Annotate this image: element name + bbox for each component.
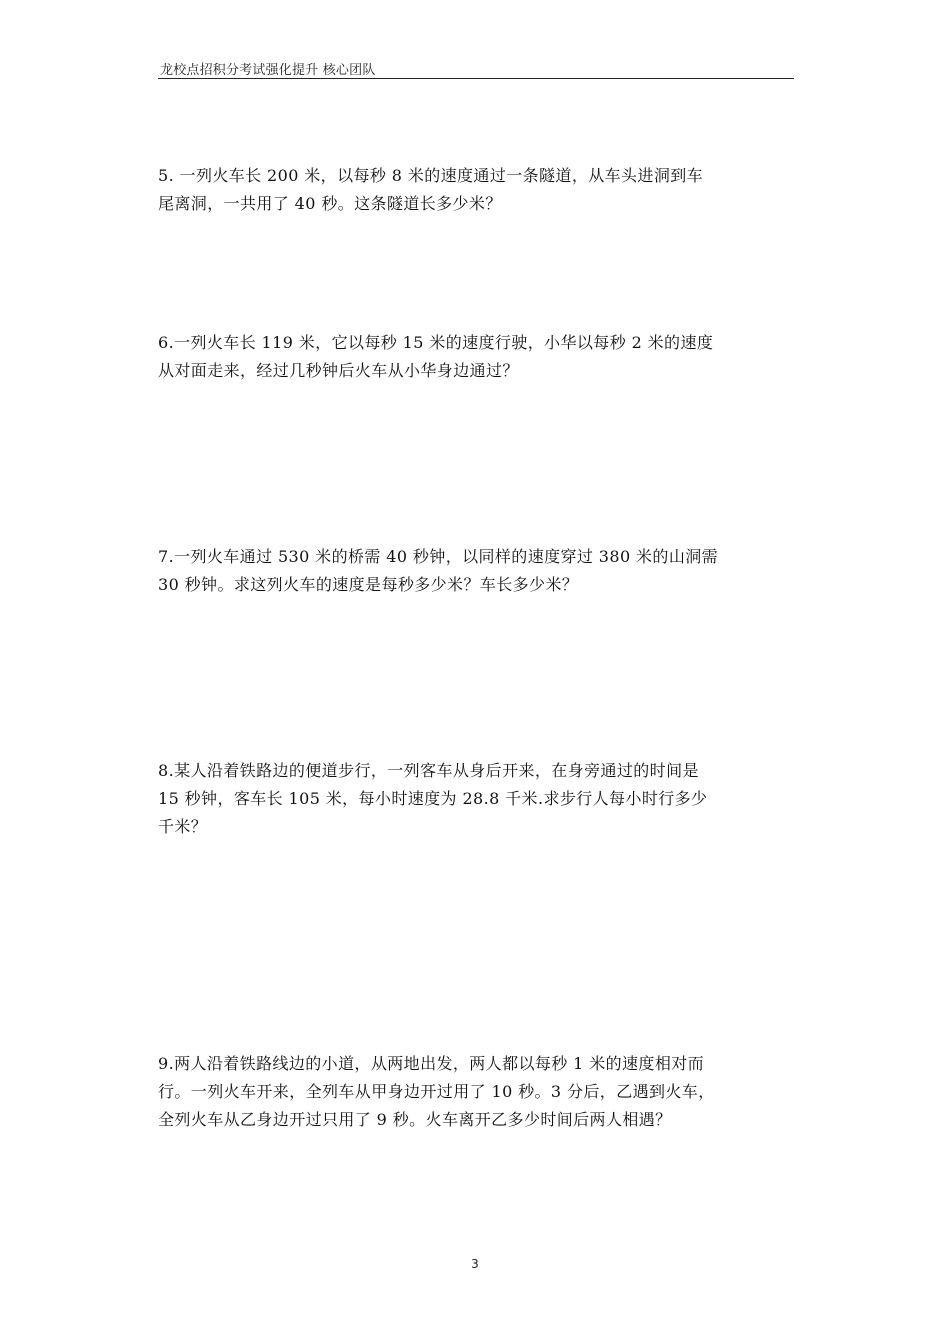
problem-line: 7.一列火车通过 530 米的桥需 40 秒钟，以同样的速度穿过 380 米的山洞需 xyxy=(158,547,719,566)
problem-line: 15 秒钟，客车长 105 米，每小时速度为 28.8 千米.求步行人每小时行多少 xyxy=(158,789,708,808)
problem-6 xyxy=(158,329,798,385)
problem-line: 30 秒钟。求这列火车的速度是每秒多少米？车长多少米？ xyxy=(158,575,579,594)
problem-line: 行。一列火车开来，全列车从甲身边开过用了 10 秒。3 分后，乙遇到火车， xyxy=(158,1082,715,1101)
problem-line: 6.一列火车长 119 米，它以每秒 15 米的速度行驶，小华以每秒 2 米的速度 xyxy=(158,333,714,352)
problem-5 xyxy=(158,162,798,218)
problem-line: 尾离洞，一共用了 40 秒。这条隧道长多少米？ xyxy=(158,194,502,213)
problem-8 xyxy=(158,757,798,841)
problem-line: 9.两人沿着铁路线边的小道，从两地出发，两人都以每秒 1 米的速度相对而 xyxy=(158,1054,705,1073)
problem-7 xyxy=(158,543,798,599)
page-number: 3 xyxy=(471,1257,479,1271)
problem-line: 全列火车从乙身边开过只用了 9 秒。火车离开乙多少时间后两人相遇？ xyxy=(158,1110,672,1129)
page-header xyxy=(158,58,794,79)
header-text: 龙校点招积分考试强化提升 核心团队 xyxy=(160,63,376,78)
problem-line: 从对面走来，经过几秒钟后火车从小华身边通过？ xyxy=(158,361,519,380)
problem-9 xyxy=(158,1050,798,1134)
problem-line: 千米？ xyxy=(158,817,208,836)
problem-line: 5. 一列火车长 200 米，以每秒 8 米的速度通过一条隧道，从车头进洞到车 xyxy=(158,166,704,185)
problem-line: 8.某人沿着铁路边的便道步行，一列客车从身后开来，在身旁通过的时间是 xyxy=(158,761,699,780)
